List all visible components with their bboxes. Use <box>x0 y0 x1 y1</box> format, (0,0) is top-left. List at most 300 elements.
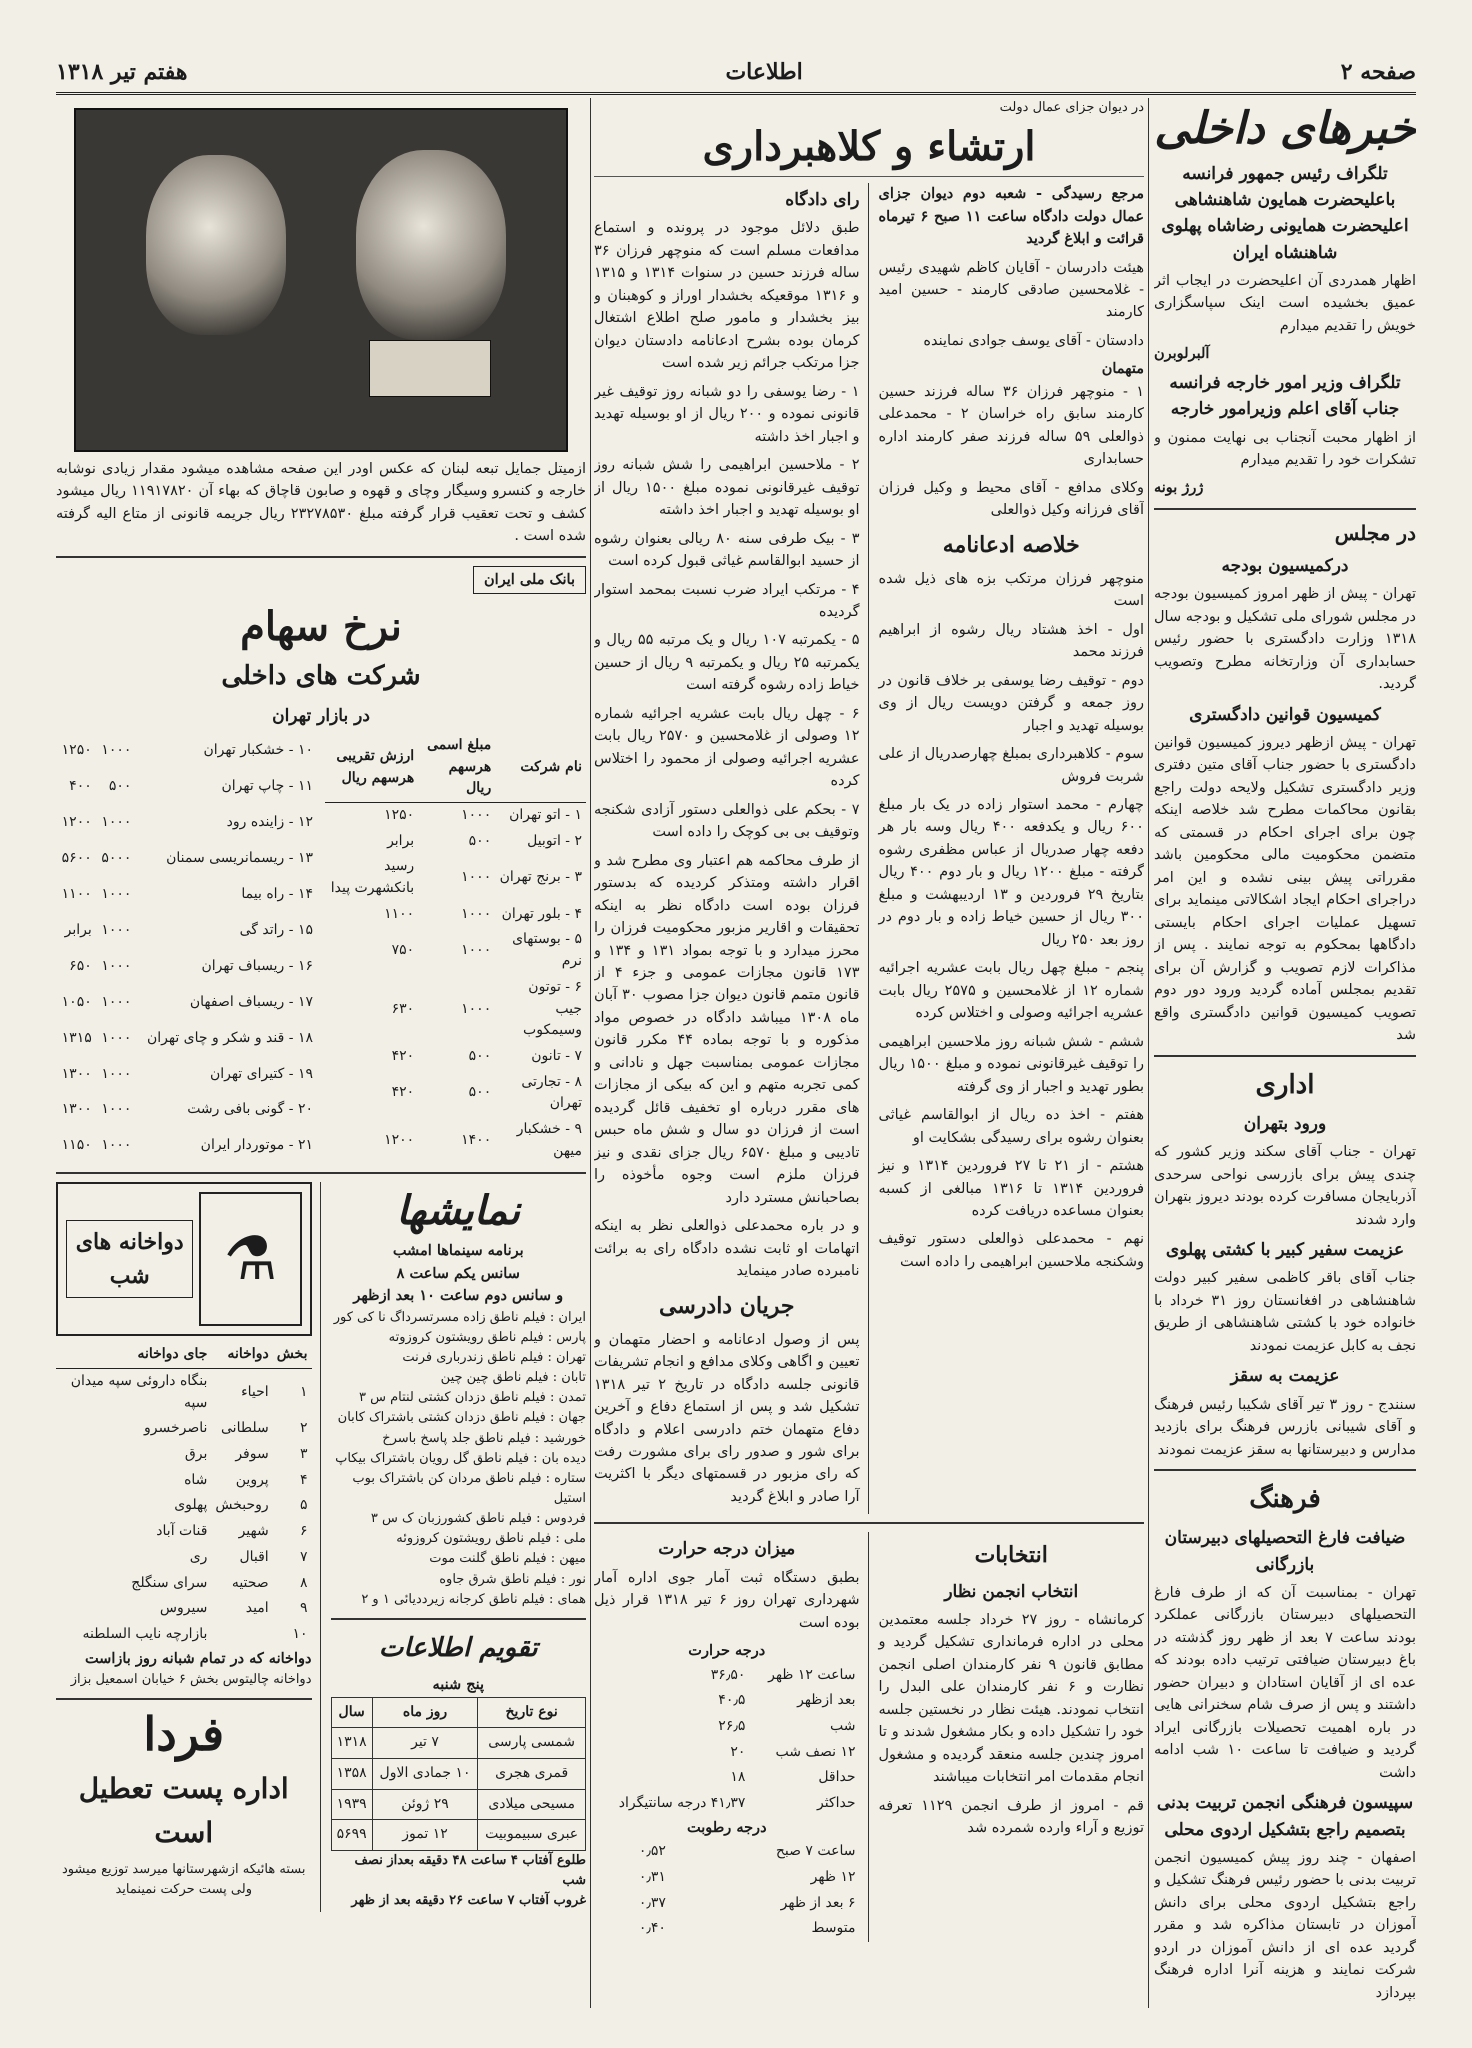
cal-day: ۷ تیر <box>372 1728 478 1759</box>
shows-sub: برنامه سینماها امشب <box>392 1242 524 1260</box>
summary-item: دوم - توقیف رضا یوسفی بر خلاف قانون در روز جمعه و گرفتن دویست ریال از وی بوسیله تهدید و اجبار <box>878 672 1144 734</box>
temp-value: ۴۰٫۵ <box>718 1692 746 1709</box>
table-row <box>325 829 586 855</box>
domestic-news-heading: خبرهای داخلی <box>1154 103 1416 154</box>
stock-name: ۱۳ - ریسمانریسی سمنان <box>166 849 313 866</box>
article-body: اظهار همدردی آن اعلیحضرت در ایجاب اثر عمیق بخشیده است اینک سپاسگزاری خویش را تقدیم میدارم <box>1154 272 1416 334</box>
verdict-item: ۴ - مرتکب ایراد ضرب نسبت بمحمد استوار گردیده <box>594 581 860 620</box>
pharm-name: روحبخش <box>215 1497 269 1514</box>
list-item: میهن : فیلم ناطق گلنت موت <box>429 1551 586 1567</box>
article-title: کمیسیون قوانین دادگستری <box>1189 704 1381 725</box>
verdict-item: ۷ - بحکم علی ذوالعلی دستور آزادی شکنجه وتوقیف بی بی کوچک را داده است <box>594 801 860 841</box>
stock-nominal: ۱۰۰۰ <box>461 942 492 959</box>
humidity-value: ۰٫۵۲ <box>638 1843 666 1860</box>
shows-section <box>331 1182 587 1911</box>
table-row <box>56 1571 312 1597</box>
column-header: ارزش تقریبی هرسهم ریال <box>325 733 418 803</box>
court-report-right <box>879 183 1145 1514</box>
stock-name: ۱۴ - راه بیما <box>241 885 313 902</box>
table-row <box>594 1865 860 1891</box>
article-body: تهران - جناب آقای سکند وزیر کشور که چندی پیش برای بازرسی نواحی سرحدی آذربایجان مسافرت کرده بودند دیروز بتهران وارد شدند <box>1154 1144 1416 1228</box>
stock-value: ۷۵۰ <box>391 942 415 959</box>
court-report-body <box>594 183 1144 1514</box>
temperature-table <box>594 1663 860 1817</box>
column-header: سال <box>331 1697 372 1728</box>
verdict-end: و در باره محمدعلی ذوالعلی نظر به اینکه اتهامات او ثابت نشده دادگاه رای به برائت نامبرده صادر مینماید <box>594 1218 860 1280</box>
table-row <box>56 1092 317 1128</box>
article-title: ضیافت فارغ التحصیلهای دبیرستان بازرگانی <box>1164 1528 1406 1575</box>
column-header: نوع تاریخ <box>478 1697 586 1728</box>
list-item: ایران : فیلم ناطق زاده مسرتسرداگ نا کی کور <box>333 1309 586 1325</box>
temp-label: حداقل <box>818 1769 856 1786</box>
shows-sub: سانس یکم ساعت ۸ <box>396 1264 520 1282</box>
temp-heading: درجه حرارت <box>688 1642 766 1660</box>
tomorrow-text: اداره پست تعطیل است <box>78 1772 289 1849</box>
stock-value: ۱۲۵۰ <box>384 807 415 824</box>
stock-name: ۱۹ - کتیرای تهران <box>209 1065 313 1082</box>
cal-year: ۵۶۹۹ <box>331 1820 372 1851</box>
table-row <box>325 927 586 974</box>
table-row <box>594 1916 860 1942</box>
temp-label: حداکثر <box>816 1795 856 1812</box>
pharmacy-note: دواخانه که در تمام شبانه روز بازاست <box>84 1649 312 1667</box>
shows-list <box>331 1308 587 1610</box>
list-item: جهان : فیلم ناطق دزدان کشتی باشتراک کابان <box>337 1410 586 1426</box>
stock-value: ۱۲۰۰ <box>61 813 92 830</box>
article-body: تهران - بمناسبت آن که از طرف فارغ التحصیلهای دبیرستان بازرگانی عملکرد بودند ساعت ۷ بعد از ظهر روز گذشته در باغ دبیرستان ضیافتی ترتیب داده بودند که عده ای از آقایان استادان و دبیران حضور داشتند و پس از صرف شام سخنرانی هایی در باره اهمیت تحصیلات بازرگانی ایراد گردید و ضیافت تا ساعت ۱۰ شب ادامه داشت <box>1154 1585 1416 1781</box>
pharm-place: بنگاه داروئی سپه میدان سپه <box>70 1373 208 1411</box>
humidity-label: ۶ بعد از ظهر <box>780 1894 856 1911</box>
list-item: ملی : فیلم ناطق رویشتون کروزوئه <box>396 1531 586 1547</box>
stock-nominal: ۱۰۰۰ <box>101 885 132 902</box>
calendar-day: پنج شنبه <box>432 1676 484 1694</box>
elections-section <box>879 1532 1145 1942</box>
table-row <box>56 1545 312 1571</box>
stock-name: ۱۷ - ریسباف اصفهان <box>189 993 313 1010</box>
section-heading: اداری <box>1255 1069 1315 1100</box>
cal-year: ۱۳۱۸ <box>331 1728 372 1759</box>
pharm-place: ری <box>189 1548 208 1565</box>
elections-body: کرمانشاه - روز ۲۷ خرداد جلسه معتمدین محلی در اداره فرمانداری تشکیل گردید و مطابق قانون ۹ نفر کارمندان اصلی انجمن نظارت و ۶ نفر کارمندان علی البدل را انتخاب نمودند. هیئت نظار در نخستین جلسه خود را تشکیل داده و بکار مشغول شدند و تا امروز چندین جلسه منعقد گردیده و مشغول انجام مقدمات امر انتخابات میباشند <box>878 1611 1144 1786</box>
divider <box>1154 1055 1416 1057</box>
table-row <box>594 1688 860 1714</box>
stock-value: ۱۳۰۰ <box>61 1065 92 1082</box>
calendar-title: تقویم اطلاعات <box>378 1632 538 1663</box>
column-header: روز ماه <box>372 1697 478 1728</box>
table-row <box>331 1728 586 1759</box>
article-body: تهران - پیش ازظهر دیروز کمیسیون قوانین دادگستری با حضور جناب آقای متین دفتری وزیر دادگستری تشکیل ولایحه دولت راجع بقانون محاکمات مطرح شد خلاصه اینکه چون برای اجرای احکام در قسمتی که متضمن محکومیت مالی محکومین باشد مقرراتی پیش بینی نشده و این امر دراجرای احکام ایجاد اشکالاتی مینماید برای تسهیل عملیات اجرای احکام بایستی دادگاهها بمحکوم به توجه نمایند . پس از مذاکرات لازم تصویب و گزارش آن برای تقدیم بمجلس آماده گردید ورود دور دوم تصویب کمیسیون قوانین دادگستری واقع شد <box>1154 734 1416 1044</box>
article-title: ورود بتهران <box>1243 1113 1327 1134</box>
stock-value: ۴۰۰ <box>69 778 92 795</box>
sunset: غروب آفتاب ۷ ساعت ۲۶ دقیقه بعد از ظهر <box>351 1893 586 1909</box>
bank-label: بانک ملی ایران <box>473 566 586 594</box>
table-row <box>331 1759 586 1790</box>
humidity-value: ۰٫۳۱ <box>638 1868 666 1885</box>
cal-type: قمری هجری <box>478 1759 586 1790</box>
sunrise: طلوع آفتاب ۴ ساعت ۴۸ دقیقه بعداز نصف شب <box>354 1853 586 1889</box>
summary-item: پنجم - مبلغ چهل ریال بابت عشریه اجرائیه شماره ۱۲ از غلامحسین و ۲۵۷۵ ریال بابت عشریه اجرائیه وصولی و اختلاس کرده <box>878 960 1144 1022</box>
pharm-num: ۱۰ <box>292 1625 308 1642</box>
table-row <box>325 854 586 901</box>
stock-value: برابر <box>387 832 415 849</box>
pharmacist-icon: ⚗ <box>199 1192 301 1326</box>
stock-name: ۲۱ - موتوردار ایران <box>200 1137 313 1154</box>
column-header: نام شرکت <box>495 733 586 803</box>
newspaper-name: اطلاعات <box>725 59 803 85</box>
pharm-num: ۷ <box>299 1548 308 1565</box>
column-rule <box>590 98 591 2008</box>
stock-nominal: ۱۰۰۰ <box>101 957 132 974</box>
humidity-value: ۰٫۴۰ <box>638 1920 666 1937</box>
stocks-table-right <box>325 733 586 1164</box>
article-body: تهران - پیش از ظهر امروز کمیسیون بودجه در مجلس شورای ملی تشکیل و بودجه سال ۱۳۱۸ وزارت دادگستری با حضور رئیس حسابداری آن وزارتخانه مطرح وتصویب گردید. <box>1154 586 1416 693</box>
stock-name: ۱۶ - ریسباف تهران <box>201 957 313 974</box>
stock-name: ۱۸ - قند و شکر و چای تهران <box>146 1029 313 1046</box>
defense-lawyers: وکلای مدافع - آقای محیط و وکیل فرزان آقای فرزانه وکیل ذوالعلی <box>878 479 1144 519</box>
humidity-label: ۱۲ ظهر <box>810 1868 856 1885</box>
table-row <box>56 841 317 877</box>
divider <box>594 1522 1144 1524</box>
table-row <box>56 1369 312 1417</box>
summary-heading: خلاصه ادعانامه <box>942 531 1080 558</box>
table-row <box>325 1044 586 1070</box>
weather-intro: بطبق دستگاه ثبت آمار جوی اداره آمار شهرداری تهران روز ۶ تیر ۱۳۱۸ قرار ذیل بوده است <box>594 1569 860 1631</box>
temp-value: ۳۶٫۵۰ <box>710 1666 746 1683</box>
stock-nominal: ۵۰۰ <box>468 1084 492 1101</box>
list-item: پارس : فیلم ناطق رویشتون کروزوته <box>388 1329 586 1345</box>
cal-type: عبری سبیموبیت <box>478 1820 586 1851</box>
humidity-value: ۰٫۳۷ <box>638 1894 666 1911</box>
shows-title: نمایشها <box>396 1187 521 1235</box>
pharm-num: ۹ <box>299 1600 308 1617</box>
accused-list: ۱ - منوچهر فرزان ۳۶ ساله فرزند حسین کارمند سابق راه خراسان ۲ - محمدعلی ذوالعلی ۵۹ ساله فرزند صفر کارمند اداره حسابداری <box>878 383 1144 468</box>
stocks-place: در بازار تهران <box>272 705 370 726</box>
pharm-place: قنات آباد <box>156 1523 208 1540</box>
cal-year: ۱۳۵۸ <box>331 1759 372 1790</box>
stock-value: ۱۱۵۰ <box>61 1137 92 1154</box>
stocks-table-left <box>56 733 317 1164</box>
column-header: بخش <box>273 1342 312 1368</box>
stock-value: ۶۵۰ <box>69 957 92 974</box>
table-row <box>56 1020 317 1056</box>
verdict-heading: رای دادگاه <box>785 190 860 211</box>
column-market-and-listings <box>56 98 586 2008</box>
article-signature: آلبرلوبرن <box>1154 345 1210 363</box>
table-row <box>56 1442 312 1468</box>
stock-value: ۱۱۰۰ <box>384 905 415 922</box>
pharm-name: صحتیه <box>231 1574 269 1591</box>
stock-nominal: ۵۰۰ <box>468 1047 492 1064</box>
column-header: مبلغ اسمی هرسهم ریال <box>418 733 495 803</box>
cal-type: شمسی پارسی <box>478 1728 586 1759</box>
pharm-place: سرای سنگلج <box>131 1574 208 1591</box>
list-item: فردوس : فیلم ناطق کشورزبان ک س ۳ <box>370 1511 586 1527</box>
table-row <box>56 769 317 805</box>
stocks-subtitle: شرکت های داخلی <box>221 661 421 692</box>
court-prosecutor: دادستان - آقای یوسف جوادی نماینده <box>923 332 1144 349</box>
stock-name: ۱۲ - زاینده رود <box>226 813 313 830</box>
table-row <box>325 975 586 1044</box>
summary-item: اول - اخذ هشتاد ریال رشوه از ابراهیم فرزند محمد <box>878 621 1144 661</box>
pharm-num: ۳ <box>299 1446 308 1463</box>
column-rule <box>1148 98 1149 2008</box>
list-item: نور : فیلم ناطق شرق جاوه <box>439 1571 586 1587</box>
table-row <box>56 877 317 913</box>
humidity-heading: درجه رطوبت <box>686 1818 767 1836</box>
article-title: سپیسون فرهنگی انجمن تربیت بدنی بتصمیم راجع بتشکیل اردوی محلی <box>1156 1793 1414 1840</box>
stock-nominal: ۱۰۰۰ <box>101 813 132 830</box>
court-judges: هیئت دادرسان - آقایان کاظم شهیدی رئیس - غلامحسین صادقی کارمند - حسین امید کارمند <box>878 259 1144 321</box>
page-number: صفحه ۲ <box>1340 59 1416 85</box>
article-body: سنندج - روز ۳ تیر آقای شکیبا رئیس فرهنگ و آقای شیبانی بازرس فرهنگ برای بازدید مدارس و دبیرستانها به سقز عزیمت نمودند <box>1154 1396 1416 1458</box>
stock-nominal: ۱۰۰۰ <box>101 993 132 1010</box>
divider <box>56 1698 312 1700</box>
verdict-item: ۵ - یکمرتبه ۱۰۷ ریال و یک مرتبه ۵۵ ریال و یکمرتبه ۲۵ ریال و یکمرتبه ۹ ریال از حسین خیاط زاده رشوه گرفته است <box>594 632 860 694</box>
stocks-tables <box>56 733 586 1164</box>
pharmacy-table <box>56 1342 312 1647</box>
table-row <box>56 1622 312 1648</box>
stock-name: ۳ - برنج تهران <box>499 869 582 886</box>
verdict-body: طبق دلائل موجود در پرونده و استماع مدافعات مسلم است که منوچهر فرزان ۳۶ ساله فرزند حسین در سنوات ۱۳۱۴ و ۱۳۱۵ و ۱۳۱۶ موقعیکه بخشدار اوراز و کوهبنان و بیز بخشدار و مامور صلح اطلاع اشتغال کرمان بوده بشرح ادعانامه دادستان دیوان جزا مرتکب جرائم زیر شده است <box>594 220 860 372</box>
pharm-name: پروین <box>235 1471 269 1488</box>
table-row <box>594 1839 860 1865</box>
pharm-name: احیاء <box>241 1383 269 1400</box>
elections-title: انتخاب انجمن نظار <box>944 1581 1079 1602</box>
list-item: ستاره : فیلم ناطق مردان کن باشتراک بوب استیل <box>352 1470 586 1507</box>
stock-nominal: ۱۰۰۰ <box>461 1000 492 1017</box>
stock-value: ۱۰۵۰ <box>61 993 92 1010</box>
stock-nominal: ۵۰۰ <box>468 832 492 849</box>
shows-sub: و سانس دوم ساعت ۱۰ بعد ازظهر <box>353 1287 564 1305</box>
pharm-place: شاه <box>184 1471 208 1488</box>
table-row <box>56 1056 317 1092</box>
table-row <box>594 1765 860 1791</box>
pharm-num: ۶ <box>299 1523 308 1540</box>
stocks-title: نرخ سهام <box>240 603 402 651</box>
stock-value: ۱۲۰۰ <box>384 1131 415 1148</box>
table-row <box>56 1416 312 1442</box>
summary-item: ششم - شش شبانه روز ملاحسین ابراهیمی را توقیف غیرقانونی نموده و مبلغ ۱۵۰۰ ریال بطور تهدید و اجبار از وی گرفته <box>878 1033 1144 1095</box>
column-header: جای دواخانه <box>56 1342 211 1368</box>
table-row <box>594 1663 860 1689</box>
table-row <box>56 1468 312 1494</box>
article-title: عزیمت سفیر کبیر با کشتی پهلوی <box>1165 1240 1405 1261</box>
list-item: همای : فیلم ناطق کرجانه زیرددیائی ۱ و ۲ <box>361 1591 586 1607</box>
summary-item: هفتم - اخذ ده ریال از ابوالقاسم غیاثی بعنوان رشوه برای رسیدگی بشکایت او <box>878 1107 1144 1146</box>
verdict-item: ۲ - ملاحسین ابراهیمی را شش شبانه روز توقیف غیرقانونی نموده مبلغ ۱۵۰۰ ریال از او بوسیله تهدید و اجبار اخذ داشته <box>594 457 860 519</box>
elections-end: قم - امروز از طرف انجمن ۱۱۲۹ تعرفه توزیع و آراء وارده شمرده شد <box>878 1797 1144 1837</box>
temp-value: ۲۰ <box>730 1743 746 1760</box>
humidity-label: متوسط <box>811 1920 856 1937</box>
stock-name: ۱۱ - چاپ تهران <box>221 778 313 795</box>
stock-value: ۵۶۰۰ <box>61 849 92 866</box>
pharm-name: سلطانی <box>221 1420 269 1437</box>
column-domestic-news <box>1154 98 1416 2008</box>
article-signature: ژرژ بونه <box>1154 479 1204 497</box>
list-item: خورشید : فیلم ناطق جلد پاسخ باسرخ <box>382 1430 586 1446</box>
pharmacies-section <box>56 1182 321 1911</box>
temp-label: ساعت ۱۲ ظهر <box>768 1666 856 1683</box>
section-heading: فرهنگ <box>1249 1484 1321 1515</box>
cal-year: ۱۹۳۹ <box>331 1789 372 1820</box>
stock-name: ۶ - توتون جیب وسیمکوب <box>523 978 582 1039</box>
divider <box>56 1172 586 1174</box>
table-row <box>594 1791 860 1817</box>
stock-nominal: ۱۰۰۰ <box>101 1101 132 1118</box>
verdict-long: از طرف محاکمه هم اعتبار وی مطرح شد و اقرار داشته ومتذکر کردیده که بدستور فرزان بوده است دادگاه نظر به اینکه تحقیقات و اقاریر مزبور محکومیت فرزان را محرز میدارد و با توجه بمواد ۱۳۱ و ۱۳۴ و ۱۷۳ قانون مجازات عمومی و جزء ۴ از قانون متمم قانون دیوان جزا مصوب ۳۰ آبان ماه ۱۳۰۸ میباشد دادگاه در خصوص مواد مذکوره و با توجه بماده ۴۴ مکرر قانون مجازات عمومی بمناسبت جهل و نادانی و کمی تجربه متهم و این که بیکی از مجازات های مقرر درباره او تخفیف قائل گردیده است از فرزان دو سال و شش ماه حبس تادیبی و مبلغ ۶۵۷۰ ریال جزای نقدی و نیز فرزان ملزم است وجوه مأخوذه را بصاحبانش مسترد دارد <box>594 852 860 1206</box>
trial-heading: جریان دادرسی <box>659 1292 795 1319</box>
pharmacy-ad <box>56 1182 312 1336</box>
stock-name: ۲ - اتوبیل <box>527 832 582 849</box>
stock-name: ۸ - تجارتی تهران <box>521 1073 582 1112</box>
stock-value: ۴۲۰ <box>391 1084 415 1101</box>
stock-value: رسید بانکشهرت پیدا <box>330 858 415 897</box>
stock-value: ۱۱۰۰ <box>61 885 92 902</box>
stock-nominal: ۵۰۰ <box>108 778 132 795</box>
list-item: تهران : فیلم ناطق زندرباری فرنت <box>402 1350 586 1366</box>
stock-nominal: ۱۰۰۰ <box>461 905 492 922</box>
pharm-name: اقبال <box>239 1548 269 1565</box>
bottom-middle <box>594 1532 1144 1942</box>
pharm-place: پهلوی <box>174 1497 208 1514</box>
humidity-label: ساعت ۷ صبح <box>775 1843 856 1860</box>
pharm-name: امید <box>245 1600 269 1617</box>
pharm-place: بازارچه نایب السلطنه <box>82 1625 208 1642</box>
headline: ارتشاء و کلاهبرداری <box>702 123 1036 171</box>
divider <box>56 556 586 558</box>
divider <box>331 1618 587 1620</box>
table-row <box>325 902 586 928</box>
weather-heading: میزان درجه حرارت <box>658 1539 796 1560</box>
table-row <box>56 913 317 949</box>
pharmacy-note-detail: دواخانه چالیتوس بخش ۶ خیابان اسمعیل بزاز <box>70 1672 312 1688</box>
verdict-item: ۱ - رضا یوسفی را دو شبانه روز توقیف غیر قانونی نموده و ۲۰۰ ریال از او بوسیله تهدید و اجبار اخذ داشته <box>594 383 860 445</box>
stock-value: ۱۳۱۵ <box>61 1029 92 1046</box>
table-row <box>594 1891 860 1917</box>
cal-day: ۱۲ تموز <box>372 1820 478 1851</box>
column-header: دواخانه <box>211 1342 272 1368</box>
pharm-num: ۱ <box>299 1383 308 1400</box>
calendar-table <box>331 1697 587 1851</box>
cal-type: مسیحی میلادی <box>478 1789 586 1820</box>
summary-item: هشتم - از ۲۱ تا ۲۷ فروردین ۱۳۱۴ و نیز فروردین ۱۳۱۴ تا ۱۳۱۶ مبالغی از کسبه بعنوان مساعده دریافت کرده <box>878 1158 1144 1219</box>
article-body: اصفهان - چند روز پیش کمیسیون انجمن تربیت بدنی با حضور رئیس فرهنگ تشکیل و راجع بتشکیل اردوی محلی برای دانش آموزان در تابستان مذاکره شد و مقرر گردید عده ای از دانش آموزان در اردو شرکت نمایند و هزینه آنرا اداره فرهنگ بپردازد <box>1154 1849 1416 2001</box>
stock-value: ۴۲۰ <box>391 1047 415 1064</box>
stock-value: ۶۳۰ <box>391 1000 415 1017</box>
stock-name: ۵ - بوستهای نرم <box>512 931 582 970</box>
column-court-report <box>594 98 1144 2008</box>
divider <box>1154 508 1416 510</box>
pharm-place: ناصرخسرو <box>144 1420 208 1437</box>
stock-name: ۱۵ - راتد گی <box>239 921 313 938</box>
table-row <box>56 805 317 841</box>
cal-day: ۲۹ ژوئن <box>372 1789 478 1820</box>
summary-item: نهم - محمدعلی ذوالعلی دستور توقیف وشکنجه ملاحسین ابراهیمی را داده است <box>878 1231 1144 1270</box>
stock-name: ۱ - اتو تهران <box>509 807 582 824</box>
issue-date: هفتم تیر ۱۳۱۸ <box>56 59 188 85</box>
article-body: از اظهار محبت آنجناب بی نهایت ممنون و تشکرات خود را تقدیم میدارم <box>1154 429 1416 468</box>
pharm-num: ۵ <box>299 1497 308 1514</box>
temp-label: بعد ازظهر <box>797 1692 856 1709</box>
stock-name: ۱۰ - خشکبار تهران <box>203 742 313 759</box>
weather-section <box>594 1532 869 1942</box>
pharm-name <box>211 1622 272 1648</box>
section-kicker: در دیوان جزای عمال دولت <box>999 100 1144 115</box>
article-title: تلگراف وزیر امور خارجه فرانسه جناب آقای اعلم وزیرامور خارجه <box>1169 372 1401 420</box>
section-heading: در مجلس <box>1334 520 1416 545</box>
table-row <box>56 733 317 769</box>
stock-nominal: ۱۰۰۰ <box>101 742 132 759</box>
temp-label: شب <box>830 1718 856 1735</box>
pharm-num: ۸ <box>299 1574 308 1591</box>
face-profile <box>146 155 286 335</box>
tomorrow-note: بسته هائیکه ازشهرستانها میرسد توزیع میشود ولی پست حرکت نمینماید <box>62 1861 306 1898</box>
elections-heading: انتخابات <box>974 1542 1048 1569</box>
temp-value: ۲۶٫۵ <box>718 1718 746 1735</box>
divider <box>1154 1469 1416 1471</box>
table-row <box>325 1070 586 1117</box>
table-row <box>56 949 317 985</box>
stock-name: ۷ - تانون <box>531 1047 582 1064</box>
tomorrow-title: فردا <box>143 1707 225 1762</box>
table-row <box>331 1820 586 1851</box>
pharm-name: سوفر <box>235 1446 269 1463</box>
article-title: تلگراف رئیس جمهور فرانسه باعلیحضرت همایون شاهنشاهی اعلیحضرت همایونی رضاشاه پهلوی شاهنشاه ایران <box>1161 163 1409 263</box>
stock-name: ۹ - خشکبار میهن <box>516 1120 582 1159</box>
accused-heading: متهمان <box>1101 360 1144 378</box>
court-report-left <box>594 183 869 1514</box>
court-reference: مرجع رسیدگی - شعبه دوم دیوان جزای عمال دولت دادگاه ساعت ۱۱ صبح ۶ تیرماه قرائت و ابلاغ گردید <box>878 185 1144 248</box>
table-row <box>56 1519 312 1545</box>
table-row <box>56 1128 317 1164</box>
table-row <box>325 1117 586 1164</box>
summary-item: سوم - کلاهبرداری بمبلغ چهارصدریال از علی شربت فروش <box>878 746 1144 785</box>
masthead <box>56 52 1416 95</box>
mugshot-photo <box>74 108 568 452</box>
table-row <box>331 1789 586 1820</box>
summary-intro: منوچهر فرزان مرتکب بزه های ذیل شده است <box>878 570 1144 610</box>
stock-nominal: ۱۰۰۰ <box>101 1029 132 1046</box>
stock-nominal: ۱۰۰۰ <box>461 869 492 886</box>
pharm-num: ۲ <box>299 1420 308 1437</box>
temp-value: ۴۱٫۳۷ درجه سانتیگراد <box>618 1795 746 1812</box>
list-item: تابان : فیلم ناطق چین چین <box>440 1370 586 1386</box>
table-row <box>56 1596 312 1622</box>
list-item: تمدن : فیلم ناطق دزدان کشتی لنتام س ۳ <box>358 1390 586 1406</box>
table-row <box>594 1740 860 1766</box>
stock-value: برابر <box>64 921 92 938</box>
article-title: درکمیسیون بودجه <box>1221 555 1349 576</box>
stock-nominal: ۱۰۰۰ <box>461 807 492 824</box>
verdict-item: ۶ - چهل ریال بابت عشریه اجرائیه شماره ۱۲ وصولی از غلامحسین و ۲۵۷۰ ریال بابت عشریه اجرائیه وصولی از محمود را اختلاس کرده <box>594 705 860 790</box>
stock-name: ۴ - بلور تهران <box>501 905 582 922</box>
article-body: جناب آقای باقر کاظمی سفیر کبیر دولت شاهنشاهی در افغانستان روز ۳۱ خرداد با خانواده خود با کشتی شاهنشاهی از طریق نجف به کابل عزیمت نمودند <box>1154 1270 1416 1354</box>
id-placard <box>369 340 491 397</box>
list-item: دیده بان : فیلم ناطق گل رویان باشتراک بیکاپ <box>335 1450 586 1466</box>
pharm-num: ۴ <box>299 1471 308 1488</box>
stock-nominal: ۱۰۰۰ <box>101 1065 132 1082</box>
stock-nominal: ۱۰۰۰ <box>101 921 132 938</box>
table-row <box>594 1714 860 1740</box>
photo-caption: ازمیتل جمایل تبعه لبنان که عکس اودر این صفحه مشاهده میشود مقدار زیادی نوشابه خارجه و کنسرو وسیگار وچای و قهوه و صابون قاچاق که بهاء آن ۱۱۹۱۷۸۲۰ ریال میشود کشف و تحت تعقیب قرار گرفته مبلغ ۲۳۲۷۸۵۳۰ ریال جریمه قانونی از متاع الیه گرفته شده است . <box>56 461 586 545</box>
stock-nominal: ۵۰۰۰ <box>101 849 132 866</box>
table-row <box>325 803 586 829</box>
table-row <box>56 1493 312 1519</box>
cal-day: ۱۰ جمادی الاول <box>372 1759 478 1790</box>
divider <box>594 176 1144 177</box>
verdict-item: ۳ - بیک طرفی سنه ۸۰ ریالی بعنوان رشوه از حسید ابوالقاسم غیاثی قبول کرده است <box>594 530 860 570</box>
face-front <box>356 150 506 340</box>
